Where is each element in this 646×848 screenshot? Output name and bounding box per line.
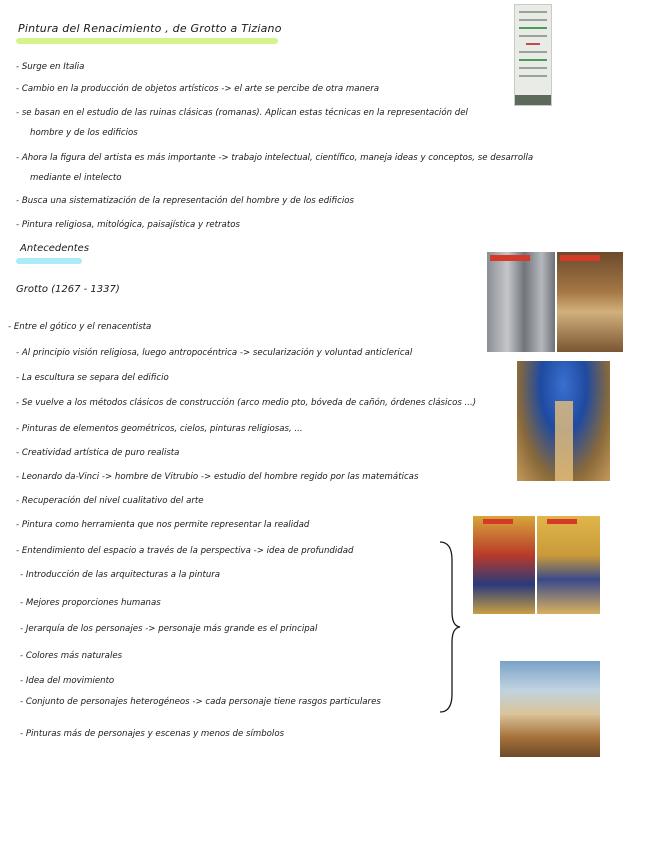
page-title: Pintura del Renacimiento , de Grotto a Tiziano [18,22,282,35]
curly-brace [438,540,462,714]
note-line: - Leonardo da-Vinci -> hombre de Vitrubio -> estudio del hombre regido por las matemáticas [16,472,419,482]
note-line: - Al principio visión religiosa, luego antropocéntrica -> secularización y voluntad anticlerical [16,348,413,358]
note-line: - Busca una sistematización de la representación del hombre y de los edificios [16,196,354,206]
note-line: - Cambio en la producción de objetos artísticos -> el arte se percibe de otra manera [16,84,380,94]
fresco-painting-image [500,661,600,757]
note-line: - Pintura religiosa, mitológica, paisajística y retratos [16,220,240,230]
note-line: mediante el intelecto [30,173,122,183]
note-line: hombre y de los edificios [30,128,138,138]
antecedentes-highlight [16,258,82,264]
note-line: - Pinturas más de personajes y escenas y menos de símbolos [20,729,285,739]
note-line: - Jerarquía de los personajes -> personaje más grande es el principal [20,624,318,634]
madonna-painting-image [473,516,535,614]
note-line: - Entre el gótico y el renacentista [8,322,152,332]
note-line: - Colores más naturales [20,651,123,661]
note-line: - Creatividad artística de puro realista [16,448,180,458]
note-line: - Conjunto de personajes heterogéneos -> cada personaje tiene rasgos particulares [20,697,381,707]
note-line: - Pinturas de elementos geométricos, cielos, pinturas religiosas, ... [16,424,303,434]
antecedentes-heading: Antecedentes [20,243,90,254]
note-line: - Ahora la figura del artista es más importante -> trabajo intelectual, científico, maneja ideas y conceptos, se desarrolla [16,153,534,163]
renaissance-sculpture-image [557,252,623,352]
note-line: - Se vuelve a los métodos clásicos de construcción (arco medio pto, bóveda de cañón, órdenes clásicos ...) [16,398,477,408]
gothic-sculpture-image [487,252,555,352]
note-line: - se basan en el estudio de las ruinas clásicas (romanas). Aplican estas técnicas en la representación del [16,108,468,118]
madonna-painting-image [537,516,600,614]
basilica-interior-image [517,361,610,481]
note-line: - Mejores proporciones humanas [20,598,161,608]
title-highlight [16,38,278,44]
note-line: - Pintura como herramienta que nos permite representar la realidad [16,520,310,530]
giotto-heading: Grotto (1267 - 1337) [16,284,120,295]
note-line: - La escultura se separa del edificio [16,373,169,383]
note-line: - Surge en Italia [16,62,85,72]
note-line: - Recuperación del nivel cualitativo del arte [16,496,204,506]
note-line: - Introducción de las arquitecturas a la pintura [20,570,221,580]
note-line: - Idea del movimiento [20,676,115,686]
note-line: - Entendimiento del espacio a través de la perspectiva -> idea de profundidad [16,546,354,556]
phone-screenshot-image [514,4,552,106]
